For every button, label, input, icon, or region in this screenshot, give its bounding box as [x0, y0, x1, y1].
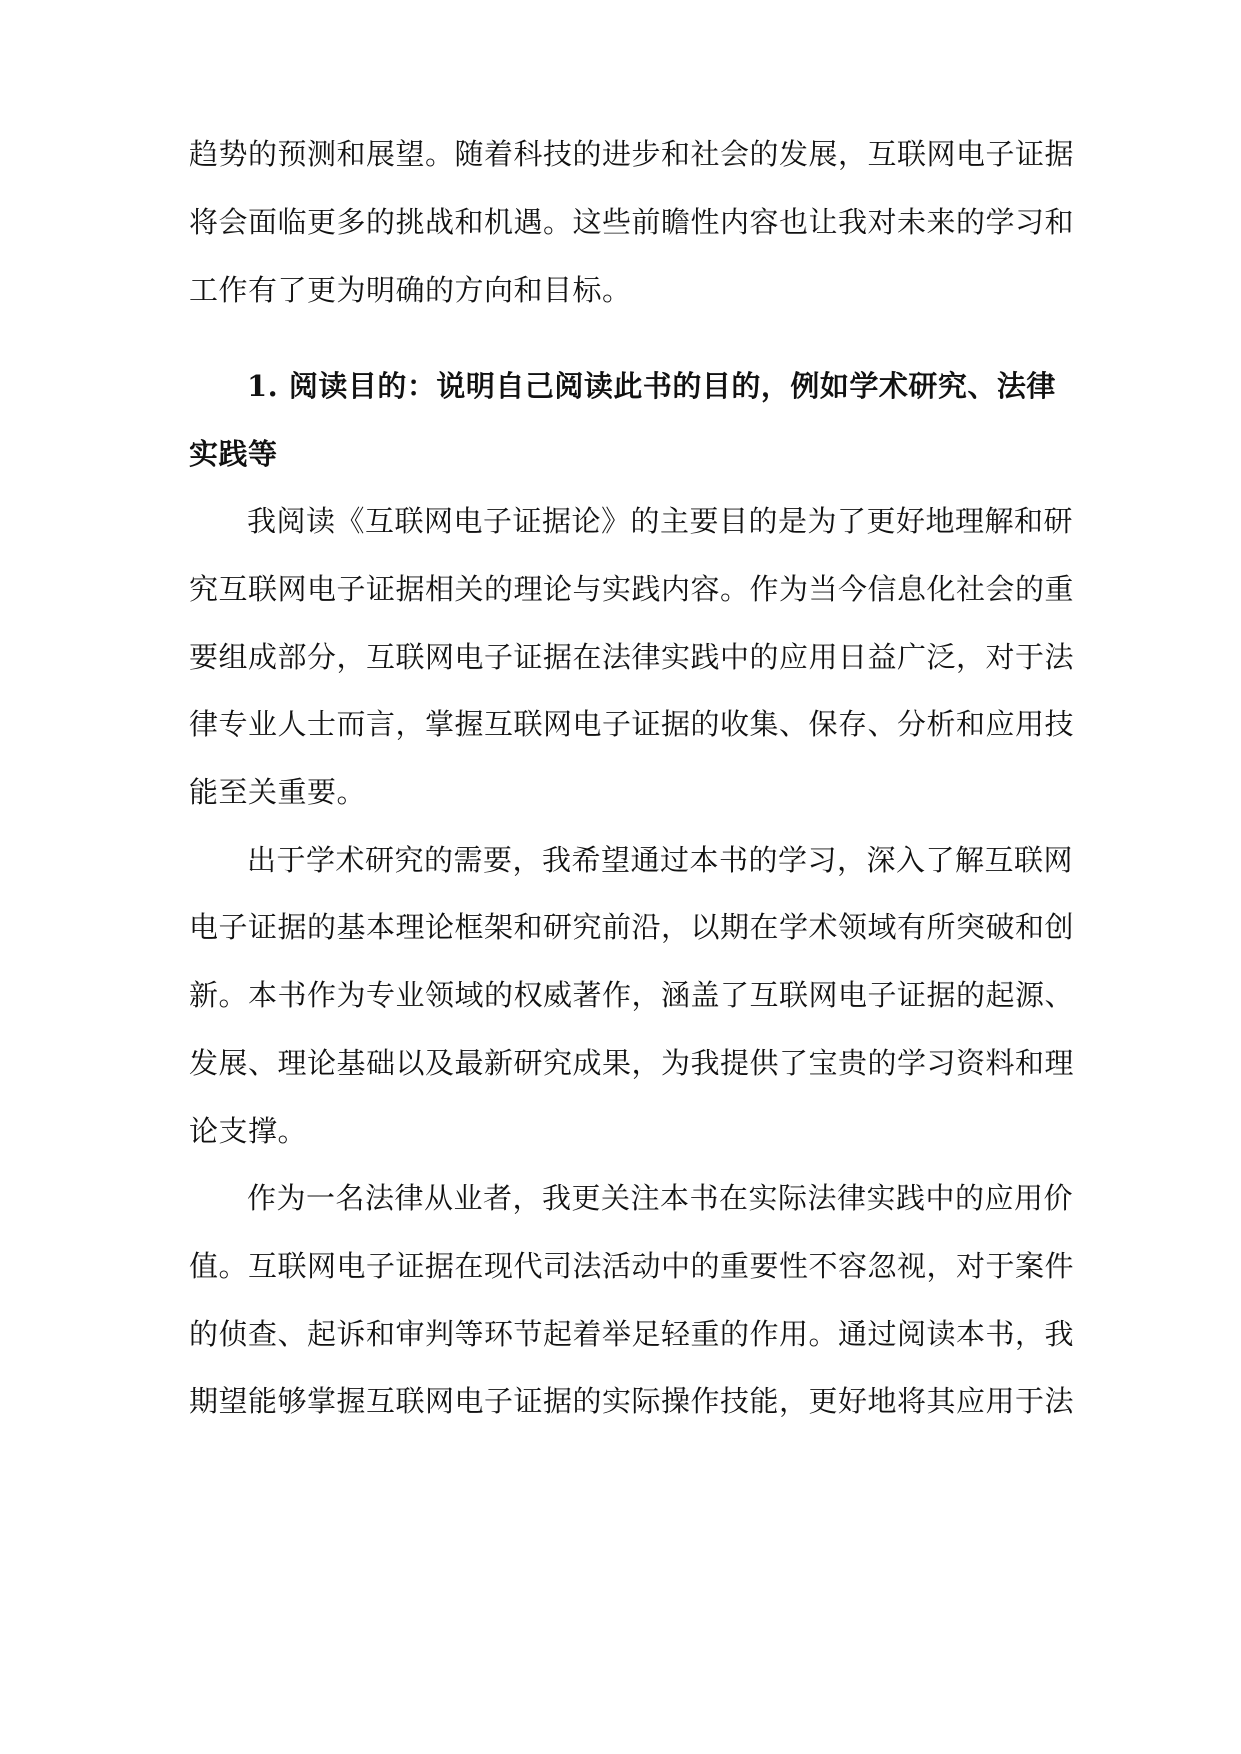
text-line: 将会面临更多的挑战和机遇。这些前瞻性内容也让我对未来的学习和 [189, 205, 1075, 239]
text-line: 值。互联网电子证据在现代司法活动中的重要性不容忽视，对于案件 [189, 1249, 1075, 1283]
text-line: 论支撑。 [189, 1114, 308, 1148]
text-line: 能至关重要。 [189, 775, 367, 809]
text-line: 要组成部分，互联网电子证据在法律实践中的应用日益广泛，对于法 [189, 640, 1075, 674]
text-line: 作为一名法律从业者，我更关注本书在实际法律实践中的应用价 [247, 1181, 1074, 1215]
text-line: 工作有了更为明确的方向和目标。 [189, 273, 632, 307]
text-line: 期望能够掌握互联网电子证据的实际操作技能，更好地将其应用于法 [189, 1384, 1075, 1418]
section-heading: 1. 阅读目的：说明自己阅读此书的目的，例如学术研究、法律 [247, 369, 1056, 403]
text-line: 新。本书作为专业领域的权威著作，涵盖了互联网电子证据的起源、 [189, 978, 1075, 1012]
section-heading-continuation: 实践等 [189, 437, 278, 471]
text-line: 趋势的预测和展望。随着科技的进步和社会的发展，互联网电子证据 [189, 137, 1075, 171]
text-line: 电子证据的基本理论框架和研究前沿，以期在学术领域有所突破和创 [189, 910, 1075, 944]
text-line: 究互联网电子证据相关的理论与实践内容。作为当今信息化社会的重 [189, 572, 1075, 606]
text-line: 出于学术研究的需要，我希望通过本书的学习，深入了解互联网 [247, 843, 1074, 877]
text-line: 我阅读《互联网电子证据论》的主要目的是为了更好地理解和研 [247, 504, 1074, 538]
text-line: 发展、理论基础以及最新研究成果，为我提供了宝贵的学习资料和理 [189, 1046, 1075, 1080]
text-line: 的侦查、起诉和审判等环节起着举足轻重的作用。通过阅读本书，我 [189, 1317, 1075, 1351]
text-line: 律专业人士而言，掌握互联网电子证据的收集、保存、分析和应用技 [189, 707, 1075, 741]
